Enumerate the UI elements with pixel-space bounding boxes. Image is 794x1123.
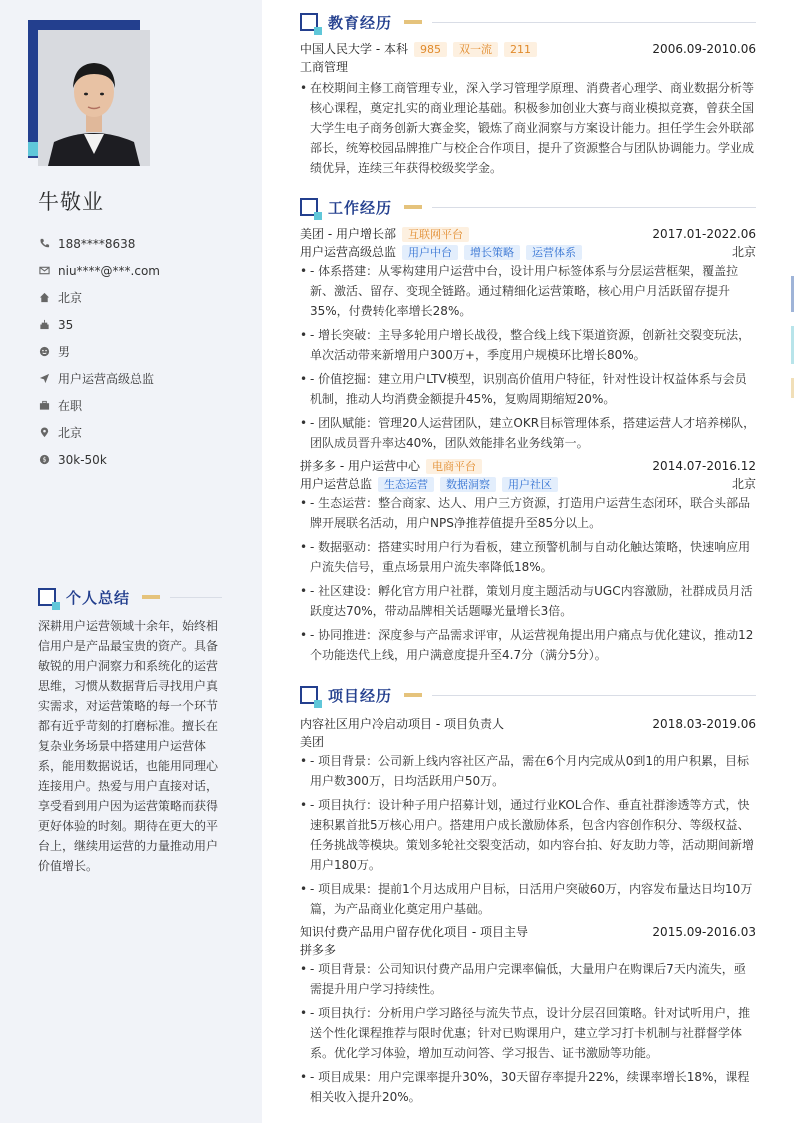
skill-tag: 运营体系 <box>526 245 582 260</box>
education-date: 2006.09-2010.06 <box>652 42 756 56</box>
education-section <box>300 11 756 182</box>
list-item: • - 项目执行：分析用户学习路径与流失节点，设计分层召回策略。针对试听用户，推送个性化课程推荐与限时优惠；针对已购课用户，建立学习打卡机制与社群督学体系。优化学习体验，增加互动问答、学习报告、证书激励等功能。 <box>300 1003 756 1063</box>
phone-icon <box>38 238 50 250</box>
list-item: • - 项目背景：公司新上线内容社区产品，需在6个月内完成从0到1的用户积累，目标用户数300万，日均活跃用户50万。 <box>300 751 756 791</box>
projects-heading: 项目经历 <box>300 684 756 706</box>
project-name: 内容社区用户冷启动项目 - 项目负责人 <box>300 717 504 731</box>
projects-section <box>300 684 756 1111</box>
skill-tag: 数据洞察 <box>440 477 496 492</box>
school-tag: 985 <box>414 42 447 57</box>
send-icon <box>38 373 50 385</box>
job-entry <box>300 457 756 665</box>
info-salary: $ 30k-50k <box>38 446 248 473</box>
company-name: 美团 - 用户增长部 <box>300 227 396 241</box>
gender-icon <box>38 346 50 358</box>
list-item: • 在校期间主修工商管理专业，深入学习管理学原理、消费者心理学、商业数据分析等核心课程，奠定扎实的商业理论基础。积极参加创业大赛与商业模拟竞赛，曾获全国大学生电子商务创新大赛金奖，锻炼了商业洞察与方案设计能力。担任学生会外联部部长，统筹校园品牌推广与校企合作项目，提升了资源整合与团队协调能力。学业成绩优异，连续三年获得校级奖学金。 <box>300 78 756 178</box>
info-email: niu****@***.com <box>38 257 248 284</box>
info-location: 北京 <box>38 419 248 446</box>
list-item: • - 团队赋能：管理20人运营团队，建立OKR目标管理体系，搭建运营人才培养梯队，团队成员晋升率达40%，团队效能排名业务线第一。 <box>300 413 756 453</box>
profile-photo-frame <box>28 20 152 166</box>
svg-text:$: $ <box>41 455 47 464</box>
project-header <box>300 923 756 941</box>
list-item: • - 价值挖掘：建立用户LTV模型，识别高价值用户特征，针对性设计权益体系与会员机制，推动人均消费金额提升45%，复购周期缩短20%。 <box>300 369 756 409</box>
job-city: 北京 <box>731 477 756 491</box>
major: 工商管理 <box>300 60 349 74</box>
project-org: 美团 <box>300 735 325 749</box>
info-age: 35 <box>38 311 248 338</box>
info-target-position: 用户运营高级总监 <box>38 365 248 392</box>
skill-tag: 生态运营 <box>378 477 434 492</box>
list-item: • - 项目背景：公司知识付费产品用户完课率偏低，大量用户在购课后7天内流失，亟需提升用户学习持续性。 <box>300 959 756 999</box>
industry-tag: 互联网平台 <box>402 227 469 242</box>
job-position: 用户运营高级总监 <box>300 245 397 259</box>
list-item: • - 项目成果：提前1个月达成用户目标，日活用户突破60万，内容发布量达日均10万篇，为产品商业化奠定用户基础。 <box>300 879 756 919</box>
project-entry <box>300 923 756 1107</box>
education-heading: 教育经历 <box>300 11 756 33</box>
job-city: 北京 <box>731 245 756 259</box>
salary-icon <box>38 454 50 466</box>
work-heading: 工作经历 <box>300 196 756 218</box>
section-square-icon <box>300 198 318 216</box>
location-icon <box>38 427 50 439</box>
contact-info-list <box>38 230 248 473</box>
sidebar <box>0 0 262 1123</box>
school-tag: 211 <box>504 42 537 57</box>
avatar <box>38 30 150 166</box>
info-status: 在职 <box>38 392 248 419</box>
skill-tag: 增长策略 <box>464 245 520 260</box>
cake-icon <box>38 319 50 331</box>
job-date: 2017.01-2022.06 <box>652 227 756 241</box>
candidate-name: 牛敬业 <box>38 190 104 214</box>
summary-text: 深耕用户运营领域十余年，始终相信用户是产品最宝贵的资产。具备敏锐的用户洞察力和系统化的运营思维，习惯从数据背后寻找用户真实需求，对运营策略的每一个环节都有近乎苛刻的打磨标准。擅长在复杂业务场景中搭建用户运营体系，能用数据说话，也能用同理心连接用户。热爱与用户直接对话，享受看到用户因为运营策略而获得更好体验的时刻。期待在更大的平台上，继续用运营的力量推动用户价值增长。 <box>38 619 219 873</box>
summary-heading: 个人总结 <box>38 585 222 609</box>
list-item: • - 生态运营：整合商家、达人、用户三方资源，打造用户运营生态闭环，联合头部品牌开展联名活动，用户NPS净推荐值提升至85分以上。 <box>300 493 756 533</box>
school-tag: 双一流 <box>453 42 498 57</box>
project-org: 拼多多 <box>300 943 337 957</box>
info-gender: 男 <box>38 338 248 365</box>
job-date: 2014.07-2016.12 <box>652 459 756 473</box>
list-item: • - 增长突破：主导多轮用户增长战役，整合线上线下渠道资源，创新社交裂变玩法，单次活动带来新增用户300万+，季度用户规模环比增长80%。 <box>300 325 756 365</box>
industry-tag: 电商平台 <box>426 459 482 474</box>
job-bullets <box>300 493 756 665</box>
list-item: • - 体系搭建：从零构建用户运营中台，设计用户标签体系与分层运营框架，覆盖拉新、激活、留存、变现全链路。通过精细化运营策略，核心用户月活跃留存提升35%，付费转化率增长28%。 <box>300 261 756 321</box>
briefcase-icon <box>38 400 50 412</box>
list-item: • - 社区建设：孵化官方用户社群，策划月度主题活动与UGC内容激励，社群成员月活跃度达70%，带动品牌相关话题曝光量增长3倍。 <box>300 581 756 621</box>
project-date: 2018.03-2019.06 <box>652 717 756 731</box>
project-bullets <box>300 959 756 1107</box>
education-row <box>300 40 756 58</box>
skill-tag: 用户社区 <box>502 477 558 492</box>
list-item: • - 项目成果：用户完课率提升30%，30天留存率提升22%，续课率增长18%，课程相关收入提升20%。 <box>300 1067 756 1107</box>
list-item: • - 数据驱动：搭建实时用户行为看板，建立预警机制与自动化触达策略，快速响应用户流失信号，重点场景用户流失率降低18%。 <box>300 537 756 577</box>
job-entry <box>300 225 756 453</box>
project-date: 2015.09-2016.03 <box>652 925 756 939</box>
project-bullets <box>300 751 756 919</box>
job-header <box>300 457 756 475</box>
email-icon <box>38 265 50 277</box>
section-square-icon <box>300 686 318 704</box>
project-name: 知识付费产品用户留存优化项目 - 项目主导 <box>300 925 528 939</box>
home-icon <box>38 292 50 304</box>
job-position: 用户运营总监 <box>300 477 373 491</box>
school-name: 中国人民大学 - 本科 <box>300 42 408 56</box>
project-entry <box>300 715 756 919</box>
project-header <box>300 715 756 733</box>
section-square-icon <box>38 588 56 606</box>
work-section <box>300 196 756 669</box>
job-position-row <box>300 243 756 261</box>
list-item: • - 协同推进：深度参与产品需求评审，从运营视角提出用户痛点与优化建议，推动12个功能迭代上线，用户满意度提升至4.7分（满分5分）。 <box>300 625 756 665</box>
portrait-image <box>38 30 150 166</box>
section-square-icon <box>300 13 318 31</box>
info-home: 北京 <box>38 284 248 311</box>
education-bullets <box>300 78 756 178</box>
company-name: 拼多多 - 用户运营中心 <box>300 459 420 473</box>
skill-tag: 用户中台 <box>402 245 458 260</box>
list-item: • - 项目执行：设计种子用户招募计划，通过行业KOL合作、垂直社群渗透等方式，快速积累首批5万核心用户。搭建用户成长激励体系，包含内容创作积分、等级权益、任务挑战等模块。策划多轮社交裂变活动，如内容台拍、好友助力等，活动期间新增用户180万。 <box>300 795 756 875</box>
job-header <box>300 225 756 243</box>
job-position-row <box>300 475 756 493</box>
job-bullets <box>300 261 756 453</box>
info-phone: 188****8638 <box>38 230 248 257</box>
